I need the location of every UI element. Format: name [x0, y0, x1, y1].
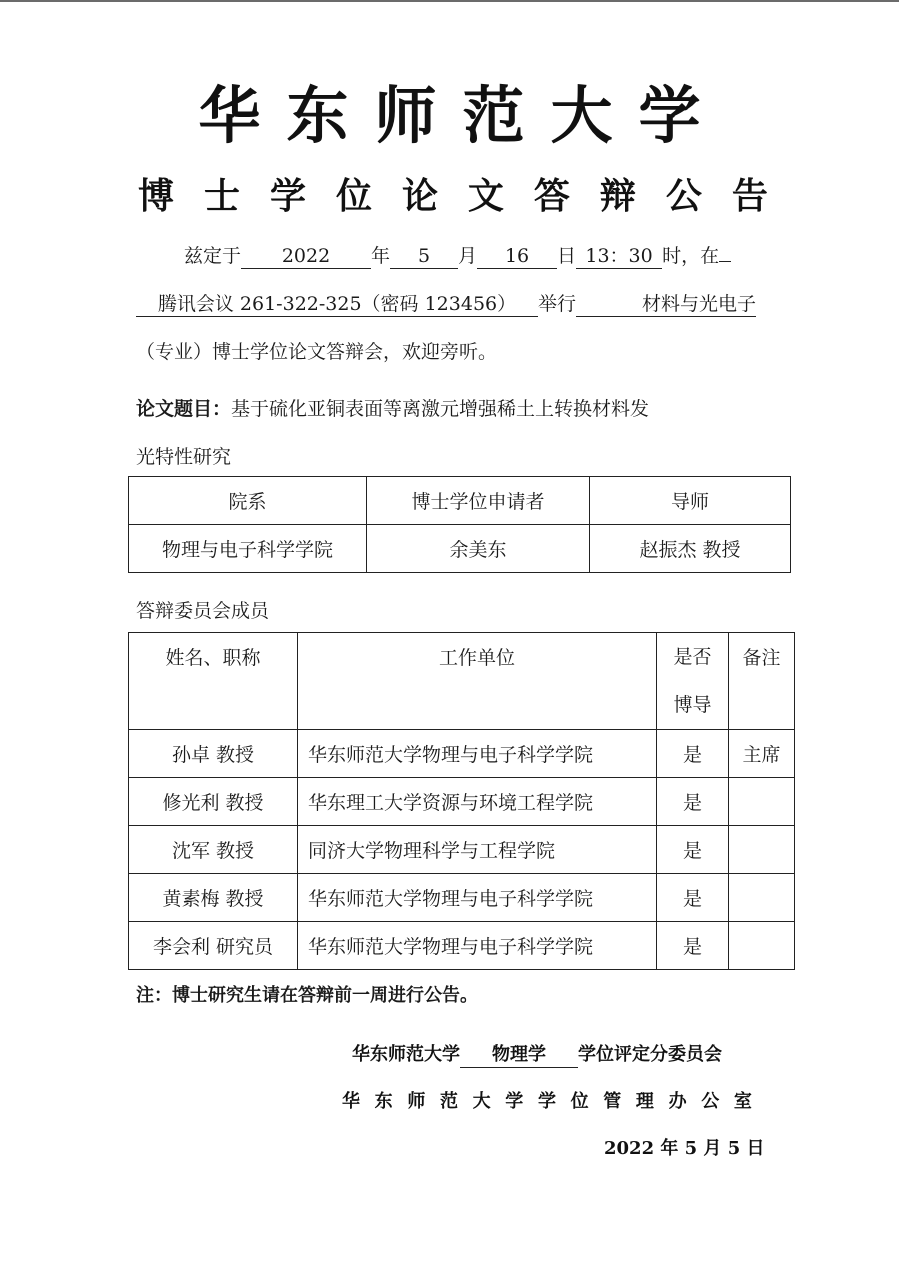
office-char: 公: [701, 1091, 720, 1112]
signature-prefix: 华东师范大学: [352, 1044, 460, 1065]
header-applicant: 博士学位申请者: [367, 477, 590, 525]
cell-note: [729, 778, 795, 826]
cell-name: 孙卓 教授: [129, 730, 298, 778]
header-advisor: 导师: [590, 477, 791, 525]
year-value: 2022: [241, 244, 371, 269]
office-char: 位: [570, 1091, 589, 1112]
cell-note: 主席: [729, 730, 795, 778]
cell-supervisor: 是: [657, 730, 729, 778]
cell-supervisor: 是: [657, 826, 729, 874]
year-unit: 年: [371, 245, 391, 267]
day-value: 16: [477, 244, 557, 269]
title-char: 士: [203, 175, 240, 217]
cell-name: 黄素梅 教授: [129, 874, 298, 922]
cell-note: [729, 922, 795, 970]
title-char: 答: [533, 175, 570, 217]
committee-label: 答辩委员会成员: [136, 600, 270, 622]
held-text: 举行: [538, 293, 577, 315]
title-char: 告: [731, 175, 768, 217]
cell-advisor: 赵振杰 教授: [590, 525, 791, 573]
cell-unit: 华东师范大学物理与电子科学学院: [298, 922, 657, 970]
cell-name: 沈军 教授: [129, 826, 298, 874]
university-title: 华东师范大学: [198, 79, 727, 152]
time-suffix: 时，在: [662, 245, 720, 267]
office-char: 东: [374, 1091, 393, 1112]
title-char: 论: [401, 175, 438, 217]
notice-line-1: [184, 241, 731, 269]
time-value: 13：30: [576, 244, 662, 269]
notice-prefix: 兹定于: [184, 245, 242, 267]
location-value: 腾讯会议 261-322-325（密码 123456）: [136, 292, 538, 317]
thesis-title-line-1: [136, 394, 649, 421]
signature-subject: 物理学: [460, 1043, 578, 1068]
office-char: 室: [733, 1091, 752, 1112]
title-char: 辩: [599, 175, 636, 217]
month-value: 5: [390, 244, 458, 269]
table-row: [129, 525, 791, 573]
title-char: 博: [138, 175, 175, 217]
office-char: 理: [635, 1091, 654, 1112]
office-signature: [342, 1087, 752, 1113]
cell-supervisor: 是: [657, 778, 729, 826]
table-header-row: [129, 633, 795, 730]
office-char: 师: [407, 1091, 426, 1112]
cell-name: 李会利 研究员: [129, 922, 298, 970]
table-row: [129, 826, 795, 874]
table-row: [129, 730, 795, 778]
header-supervisor: [657, 633, 729, 730]
cell-supervisor: 是: [657, 874, 729, 922]
signature-suffix: 学位评定分委员会: [578, 1044, 722, 1065]
office-char: 学: [537, 1091, 556, 1112]
header-supervisor-line2: 博导: [673, 694, 712, 716]
committee-table: [128, 632, 795, 970]
office-char: 办: [668, 1091, 687, 1112]
cell-unit: 华东理工大学资源与环境工程学院: [298, 778, 657, 826]
title-char: 位: [335, 175, 372, 217]
top-border-line: [0, 0, 899, 2]
header-name-title: 姓名、职称: [129, 633, 298, 730]
title-char: 文: [467, 175, 504, 217]
notice-line-3: （专业）博士学位论文答辩会，欢迎旁听。: [136, 341, 498, 363]
title-char: 公: [665, 175, 702, 217]
blank-underline: [719, 261, 731, 262]
signature-date: 2022 年 5 月 5 日: [604, 1138, 765, 1159]
notice-line-2: [136, 289, 756, 317]
month-unit: 月: [458, 245, 478, 267]
cell-unit: 华东师范大学物理与电子科学学院: [298, 874, 657, 922]
office-char: 范: [439, 1091, 458, 1112]
office-char: 管: [603, 1091, 622, 1112]
footnote: 注：博士研究生请在答辩前一周进行公告。: [136, 985, 478, 1006]
title-char: 学: [269, 175, 306, 217]
thesis-title-text: 基于硫化亚铜表面等离激元增强稀土上转换材料发: [231, 398, 650, 420]
cell-name: 修光利 教授: [129, 778, 298, 826]
office-char: 大: [472, 1091, 491, 1112]
table-header-row: [129, 477, 791, 525]
table-row: [129, 922, 795, 970]
cell-supervisor: 是: [657, 922, 729, 970]
cell-note: [729, 874, 795, 922]
day-unit: 日: [557, 245, 577, 267]
cell-department: 物理与电子科学学院: [129, 525, 367, 573]
header-work-unit: 工作单位: [298, 633, 657, 730]
announcement-title: [138, 168, 768, 219]
office-char: 学: [505, 1091, 524, 1112]
header-department: 院系: [129, 477, 367, 525]
cell-unit: 同济大学物理科学与工程学院: [298, 826, 657, 874]
major-value: 材料与光电子: [576, 292, 756, 317]
cell-note: [729, 826, 795, 874]
committee-signature: [352, 1040, 722, 1068]
table-row: [129, 874, 795, 922]
thesis-label: 论文题目：: [136, 398, 232, 420]
cell-applicant: 余美东: [367, 525, 590, 573]
thesis-title-line-2: 光特性研究: [136, 446, 232, 468]
office-char: 华: [342, 1091, 360, 1112]
header-note: 备注: [729, 633, 795, 730]
applicant-info-table: [128, 476, 791, 573]
cell-unit: 华东师范大学物理与电子科学学院: [298, 730, 657, 778]
header-supervisor-line1: 是否: [673, 646, 712, 668]
table-row: [129, 778, 795, 826]
